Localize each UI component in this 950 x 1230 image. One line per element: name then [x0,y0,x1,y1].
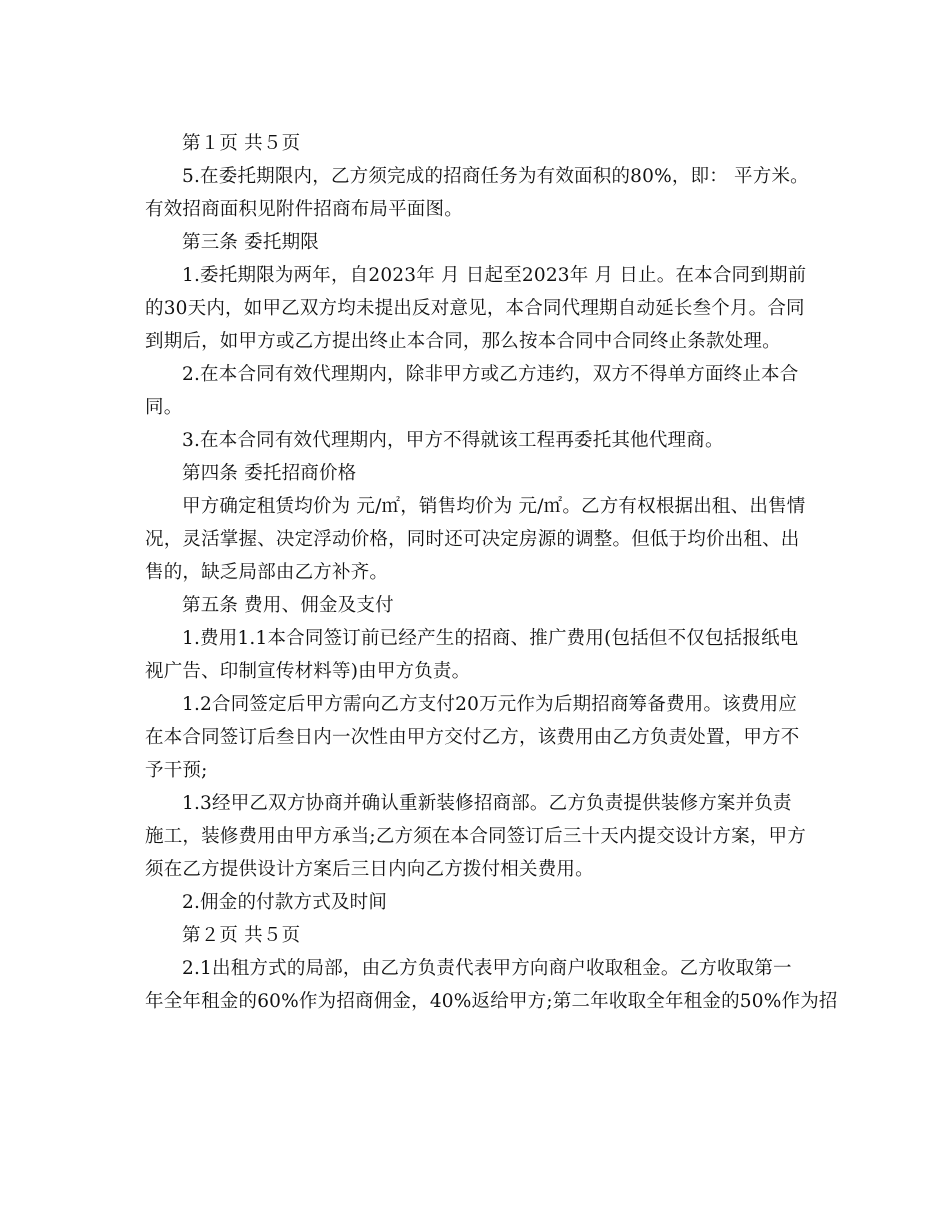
document-body [145,127,838,1018]
text-line: 第四条 委托招商价格 [182,463,357,484]
text-line: 到期后，如甲方或乙方提出终止本合同，那么按本合同中合同终止条款处理。 [145,331,781,352]
text-line: 2.佣金的付款方式及时间 [182,892,388,913]
text-line: 1.2合同签定后甲方需向乙方支付20万元作为后期招商筹备费用。该费用应 [182,694,797,715]
text-line: 5.在委托期限内，乙方须完成的招商任务为有效面积的80%，即： 平方米。 [182,166,809,187]
text-line: 2.在本合同有效代理期内，除非甲方或乙方违约，双方不得单方面终止本合 [182,364,799,385]
text-line: 予干预; [145,760,208,781]
text-line: 3.在本合同有效代理期内，甲方不得就该工程再委托其他代理商。 [182,430,724,451]
text-line: 售的，缺乏局部由乙方补齐。 [145,562,389,583]
text-line: 2.1出租方式的局部，由乙方负责代表甲方向商户收取租金。乙方收取第一 [182,958,792,979]
text-line: 第五条 费用、佣金及支付 [182,595,394,616]
text-line: 1.委托期限为两年，自2023年 月 日起至2023年 月 日止。在本合同到期前 [182,265,807,286]
text-line: 须在乙方提供设计方案后三日内向乙方拨付相关费用。 [145,859,594,880]
text-line: 有效招商面积见附件招商布局平面图。 [145,199,463,220]
text-line: 第１页 共５页 [182,133,301,154]
text-line: 同。 [145,397,183,418]
text-line: 第２页 共５页 [182,925,301,946]
text-line: 1.费用1.1本合同签订前已经产生的招商、推广费用(包括但不仅包括报纸电 [182,628,799,649]
text-line: 年全年租金的60%作为招商佣金，40%返给甲方;第二年收取全年租金的50%作为招 [145,991,838,1012]
text-line: 视广告、印制宣传材料等)由甲方负责。 [145,661,471,682]
text-line: 况，灵活掌握、决定浮动价格，同时还可决定房源的调整。但低于均价出租、出 [145,529,800,550]
text-line: 1.3经甲乙双方协商并确认重新装修招商部。乙方负责提供装修方案并负责 [182,793,792,814]
text-line: 施工，装修费用由甲方承当;乙方须在本合同签订后三十天内提交设计方案，甲方 [145,826,806,847]
text-line: 甲方确定租赁均价为 元/㎡，销售均价为 元/㎡。乙方有权根据出租、出售情 [182,496,806,517]
text-line: 在本合同签订后叁日内一次性由甲方交付乙方，该费用由乙方负责处置，甲方不 [145,727,800,748]
text-line: 第三条 委托期限 [182,232,319,253]
text-line: 的30天内，如甲乙双方均未提出反对意见，本合同代理期自动延长叁个月。合同 [145,298,805,319]
